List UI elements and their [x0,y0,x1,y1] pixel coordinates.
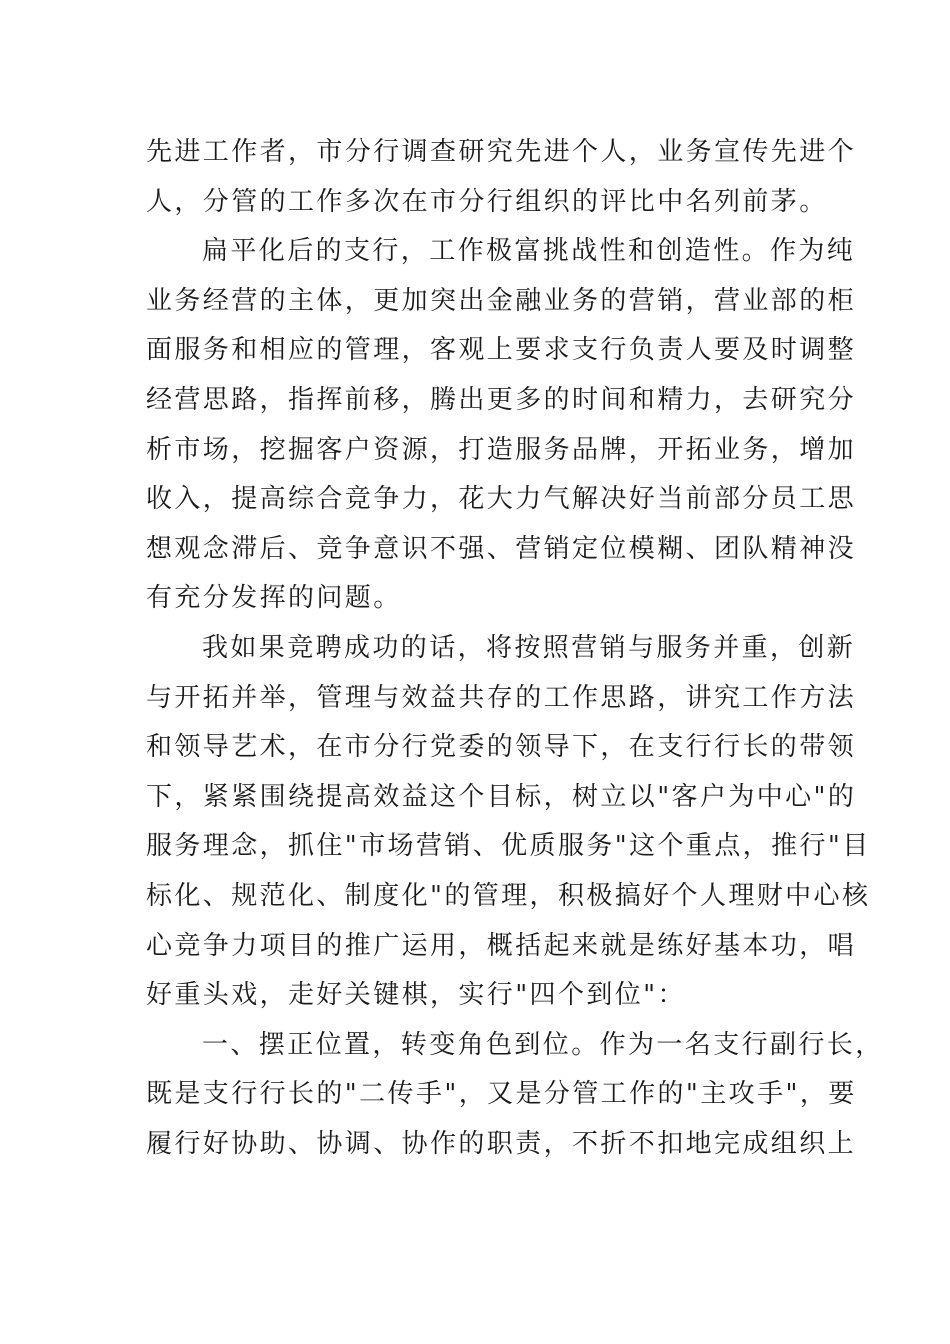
paragraph-1 [146,128,857,227]
text-line: 人，分管的工作多次在市分行组织的评比中名列前茅。 [146,186,828,217]
text-line: 与开拓并举，管理与效益共存的工作思路，讲究工作方法 [146,682,857,713]
text-line: 心竞争力项目的推广运用，概括起来就是练好基本功，唱 [146,930,857,961]
text-line: 有充分发挥的问题。 [146,583,402,614]
paragraph-4 [146,1021,884,1170]
text-line: 好重头戏，走好关键棋，实行"四个到位"： [146,980,686,1011]
text-line: 标化、规范化、制度化"的管理，积极搞好个人理财中心核 [146,880,871,911]
paragraph-3 [146,624,871,1021]
text-line: 一、摆正位置，转变角色到位。作为一名支行副行长， [202,1029,884,1060]
text-line: 先进工作者，市分行调查研究先进个人，业务宣传先进个 [146,137,857,167]
text-line: 析市场，挖掘客户资源，打造服务品牌，开拓业务，增加 [146,434,857,465]
text-line: 履行好协助、协调、协作的职责，不折不扣地完成组织上 [146,1128,857,1159]
text-line: 想观念滞后、竞争意识不强、营销定位模糊、团队精神没 [146,533,857,564]
paragraph-2 [146,227,857,624]
text-line: 和领导艺术，在市分行党委的领导下，在支行行长的带领 [146,732,857,763]
document-body [146,128,884,1169]
text-line: 扁平化后的支行，工作极富挑战性和创造性。作为纯 [202,236,856,267]
text-line: 服务理念，抓住"市场营销、优质服务"这个重点，推行"目 [146,831,871,862]
text-line: 收入，提高综合竞争力，花大力气解决好当前部分员工思 [146,484,857,515]
text-line: 既是支行行长的"二传手"，又是分管工作的"主攻手"，要 [146,1079,857,1110]
text-line: 我如果竞聘成功的话，将按照营销与服务并重，创新 [202,632,856,663]
text-line: 业务经营的主体，更加突出金融业务的营销，营业部的柜 [146,285,857,316]
text-line: 经营思路，指挥前移，腾出更多的时间和精力，去研究分 [146,384,857,415]
text-line: 面服务和相应的管理，客观上要求支行负责人要及时调整 [146,335,857,366]
text-line: 下，紧紧围绕提高效益这个目标，树立以"客户为中心"的 [146,781,857,812]
